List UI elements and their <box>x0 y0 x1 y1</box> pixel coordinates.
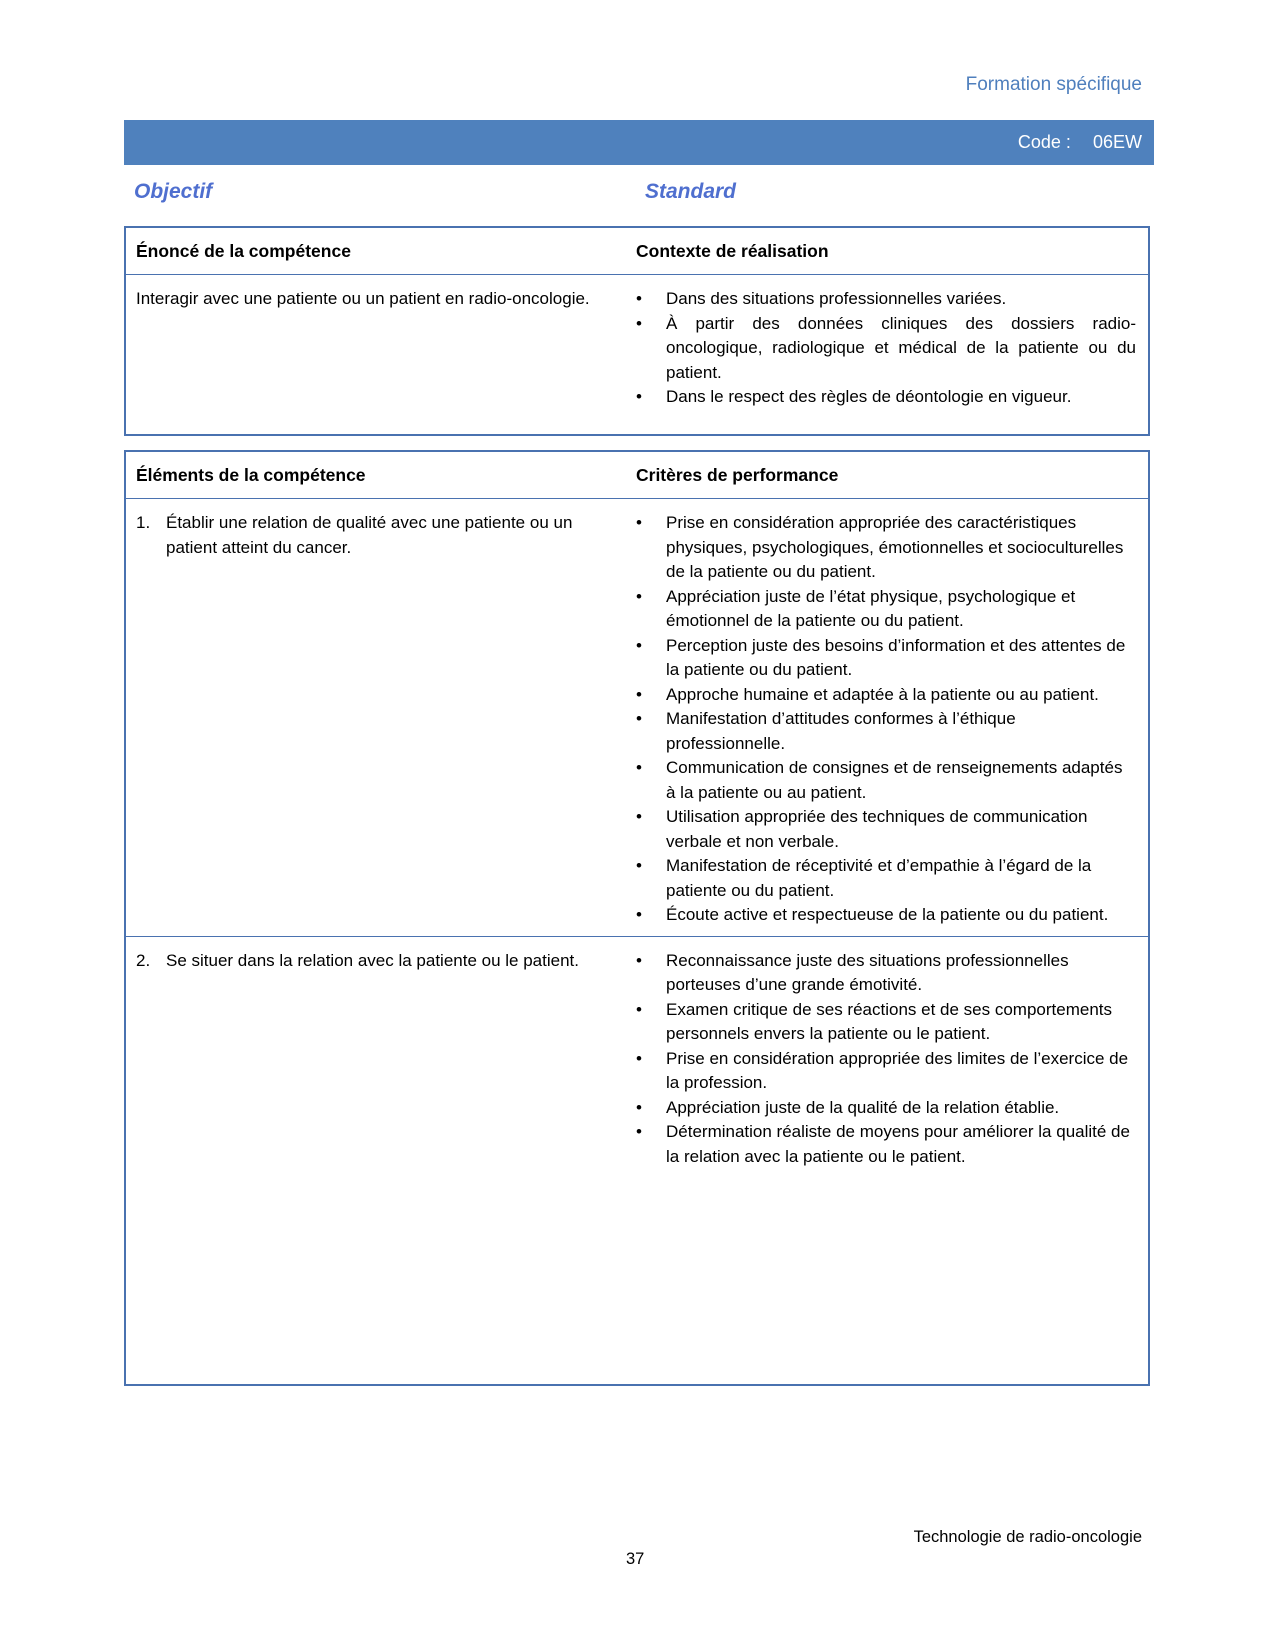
criterion-item: • Manifestation d’attitudes conformes à l’éthique professionnelle. <box>636 707 1136 756</box>
criteria-cell <box>636 499 1148 936</box>
criteria-list <box>636 949 1136 1170</box>
context-header: Contexte de réalisation <box>636 240 829 261</box>
criterion-item: • Prise en considération appropriée des limites de l’exercice de la profession. <box>636 1047 1136 1096</box>
element-item <box>136 949 616 974</box>
criterion-item: • Perception juste des besoins d’information et des attentes de la patiente ou du patient. <box>636 634 1136 683</box>
element-row-1 <box>126 499 1148 936</box>
criterion-item: • Prise en considération appropriée des caractéristiques physiques, psychologiques, émotionnelles et socioculturelles de la patiente ou du patient. <box>636 511 1136 585</box>
criteria-cell <box>636 937 1148 1178</box>
element-item <box>136 511 616 560</box>
criterion-item: • Appréciation juste de la qualité de la relation établie. <box>636 1096 1136 1121</box>
competence-statement-header: Énoncé de la compétence <box>136 240 351 261</box>
competence-row <box>126 275 1148 418</box>
criterion-item: • Approche humaine et adaptée à la patiente ou au patient. <box>636 683 1136 708</box>
code-bar <box>124 120 1154 165</box>
criterion-item: • Détermination réaliste de moyens pour améliorer la qualité de la relation avec la patiente ou le patient. <box>636 1120 1136 1169</box>
context-item: • Dans le respect des règles de déontologie en vigueur. <box>636 385 1136 410</box>
element-number: 1. <box>136 513 151 532</box>
code-label: Code : <box>1017 132 1071 152</box>
criterion-item: • Utilisation appropriée des techniques de communication verbale et non verbale. <box>636 805 1136 854</box>
context-item: • À partir des données cliniques des dossiers radio-oncologique, radiologique et médical de la patiente ou du patient. <box>636 312 1136 386</box>
code-label-group <box>1018 132 1142 153</box>
criterion-item: • Appréciation juste de l’état physique, psychologique et émotionnel de la patiente ou du patient. <box>636 585 1136 634</box>
element-text: Se situer dans la relation avec la patiente ou le patient. <box>166 950 579 970</box>
criterion-item: • Reconnaissance juste des situations professionnelles porteuses d’une grande émotivité. <box>636 949 1136 998</box>
elements-table <box>124 450 1150 1386</box>
context-item: • Dans des situations professionnelles variées. <box>636 287 1136 312</box>
code-value: 06EW <box>1092 132 1142 152</box>
element-number: 2. <box>136 950 151 970</box>
competence-table-header <box>126 228 1148 275</box>
criteria-list <box>636 511 1136 928</box>
criterion-item: • Écoute active et respectueuse de la patiente ou du patient. <box>636 903 1136 928</box>
standard-label: Standard <box>645 180 737 203</box>
section-title: Formation spécifique <box>965 74 1142 95</box>
competence-statement: Interagir avec une patiente ou un patient en radio-oncologie. <box>136 289 590 308</box>
criteria-header: Critères de performance <box>636 464 839 485</box>
criterion-item: • Examen critique de ses réactions et de ses comportements personnels envers la patiente ou le patient. <box>636 998 1136 1047</box>
element-row-2 <box>126 936 1148 1178</box>
context-list <box>636 287 1136 410</box>
element-cell <box>126 937 636 1178</box>
competence-table <box>124 226 1150 436</box>
footer-program: Technologie de radio-oncologie <box>913 1528 1142 1546</box>
page-number: 37 <box>626 1550 645 1568</box>
context-list-container <box>636 275 1148 418</box>
criterion-item: • Communication de consignes et de renseignements adaptés à la patiente ou au patient. <box>636 756 1136 805</box>
element-text: Établir une relation de qualité avec une patiente ou un patient atteint du cancer. <box>166 513 573 557</box>
elements-header: Éléments de la compétence <box>136 464 366 485</box>
criterion-item: • Manifestation de réceptivité et d’empathie à l’égard de la patiente ou du patient. <box>636 854 1136 903</box>
element-cell <box>126 499 636 936</box>
objectif-label: Objectif <box>134 180 213 203</box>
elements-table-header <box>126 452 1148 499</box>
